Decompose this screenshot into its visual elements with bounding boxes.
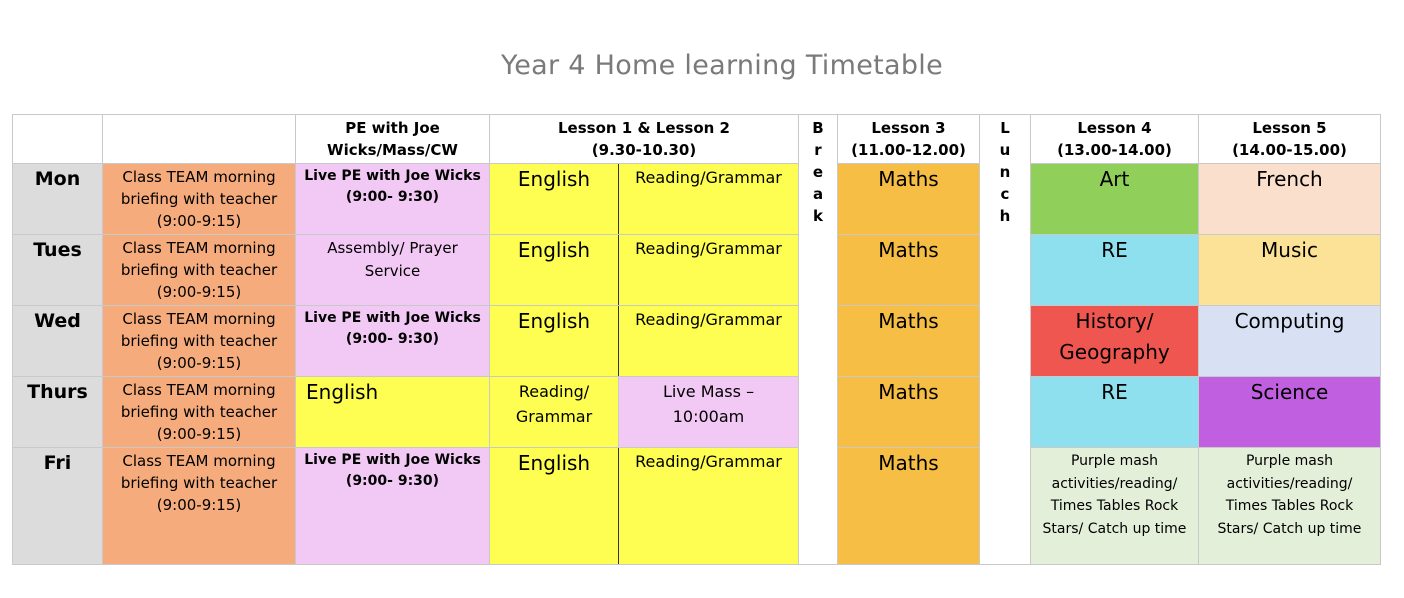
- day-cell: Mon: [13, 164, 103, 235]
- briefing-cell: Class TEAM morning briefing with teacher (9:00-9:15): [103, 306, 296, 377]
- lesson5-cell: Music: [1199, 235, 1381, 306]
- pe-cell: [296, 306, 490, 377]
- header-lesson4-time: (13.00-14.00): [1057, 141, 1172, 159]
- lesson3-cell: Maths: [838, 306, 980, 377]
- lesson1-cell: English: [490, 235, 619, 306]
- pe-cell: Assembly/ Prayer Service: [296, 235, 490, 306]
- page-title: Year 4 Home learning Timetable: [500, 50, 943, 81]
- lesson4-cell: RE: [1031, 377, 1199, 448]
- lesson5-cell: Science: [1199, 377, 1381, 448]
- lesson3-cell: Maths: [838, 377, 980, 448]
- lesson2-cell: Live Mass – 10:00am: [619, 377, 799, 448]
- header-empty-day: [13, 115, 103, 164]
- pe-text: Live PE with Joe Wicks (9:00- 9:30): [304, 310, 481, 347]
- day-cell: Thurs: [13, 377, 103, 448]
- header-empty-briefing: [103, 115, 296, 164]
- day-cell: Wed: [13, 306, 103, 377]
- lesson4-cell: Art: [1031, 164, 1199, 235]
- lesson1-cell: English: [490, 306, 619, 377]
- day-cell: Fri: [13, 448, 103, 565]
- pe-cell: [296, 164, 490, 235]
- break-letter: B: [812, 119, 824, 137]
- lesson2-cell: Reading/Grammar: [619, 306, 799, 377]
- break-letter: e: [812, 163, 824, 181]
- lesson5-cell: Purple mash activities/reading/ Times Tables Rock Stars/ Catch up time: [1199, 448, 1381, 565]
- row-thurs: [13, 377, 1381, 448]
- break-column: [799, 115, 838, 565]
- timetable: [12, 114, 1381, 565]
- lunch-column: [980, 115, 1031, 565]
- row-wed: [13, 306, 1381, 377]
- header-lesson5-time: (14.00-15.00): [1232, 141, 1347, 159]
- header-lesson5: [1199, 115, 1381, 164]
- lesson1-cell: Reading/ Grammar: [490, 377, 619, 448]
- header-row: [13, 115, 1381, 164]
- lunch-letter: u: [999, 141, 1011, 159]
- header-lesson12-label: Lesson 1 & Lesson 2: [558, 119, 730, 137]
- lesson1-cell: English: [490, 448, 619, 565]
- header-lesson4: [1031, 115, 1199, 164]
- break-letter: a: [812, 185, 824, 203]
- lunch-letter: h: [999, 207, 1011, 225]
- lesson1-cell: English: [490, 164, 619, 235]
- lesson5-cell: French: [1199, 164, 1381, 235]
- header-lesson3: [838, 115, 980, 164]
- break-letter: k: [813, 207, 823, 225]
- lesson4-cell: Purple mash activities/reading/ Times Tables Rock Stars/ Catch up time: [1031, 448, 1199, 565]
- day-cell: Tues: [13, 235, 103, 306]
- lunch-letter: L: [1000, 119, 1010, 137]
- lesson4-cell: History/ Geography: [1031, 306, 1199, 377]
- lesson4-cell: RE: [1031, 235, 1199, 306]
- briefing-cell: Class TEAM morning briefing with teacher (9:00-9:15): [103, 377, 296, 448]
- break-letter: r: [814, 141, 822, 159]
- briefing-cell: Class TEAM morning briefing with teacher (9:00-9:15): [103, 448, 296, 565]
- header-lesson12: [490, 115, 799, 164]
- header-lesson3-label: Lesson 3: [871, 119, 946, 137]
- pe-cell: [296, 448, 490, 565]
- lesson5-cell: Computing: [1199, 306, 1381, 377]
- header-lesson5-label: Lesson 5: [1252, 119, 1327, 137]
- lunch-letter: n: [999, 163, 1011, 181]
- header-lesson3-time: (11.00-12.00): [851, 141, 966, 159]
- lesson3-cell: Maths: [838, 235, 980, 306]
- header-pe: PE with Joe Wicks/Mass/CW: [296, 115, 490, 164]
- header-lesson4-label: Lesson 4: [1077, 119, 1152, 137]
- lesson3-cell: Maths: [838, 164, 980, 235]
- pe-text: Live PE with Joe Wicks (9:00- 9:30): [304, 452, 481, 489]
- lesson2-cell: Reading/Grammar: [619, 235, 799, 306]
- header-lesson12-time: (9.30-10.30): [591, 141, 697, 159]
- pe-cell: English: [296, 377, 490, 448]
- lesson2-cell: Reading/Grammar: [619, 448, 799, 565]
- lesson3-cell: Maths: [838, 448, 980, 565]
- lesson2-cell: Reading/Grammar: [619, 164, 799, 235]
- briefing-cell: Class TEAM morning briefing with teacher (9:00-9:15): [103, 164, 296, 235]
- row-mon: [13, 164, 1381, 235]
- briefing-cell: Class TEAM morning briefing with teacher (9:00-9:15): [103, 235, 296, 306]
- lunch-letter: c: [1000, 185, 1010, 203]
- row-tues: [13, 235, 1381, 306]
- pe-text: Live PE with Joe Wicks (9:00- 9:30): [304, 168, 481, 205]
- row-fri: [13, 448, 1381, 565]
